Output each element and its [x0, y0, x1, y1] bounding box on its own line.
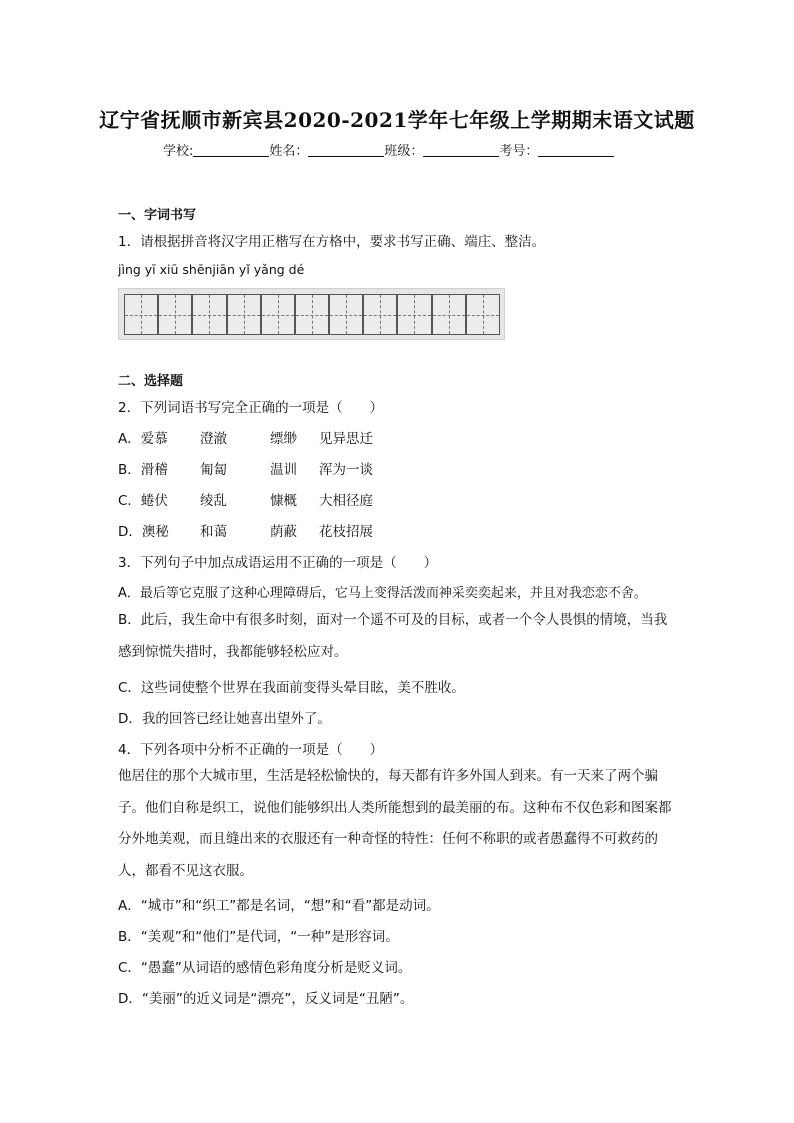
option-word: 见异思迁 — [319, 431, 373, 447]
grid-cell[interactable] — [329, 294, 363, 335]
question-2-option-c — [118, 489, 373, 509]
question-2-option-d — [118, 520, 373, 540]
option-word: 匍匐 — [200, 462, 227, 478]
option-word: 大相径庭 — [319, 493, 373, 509]
option-word: 花枝招展 — [319, 524, 373, 540]
exam-title: 辽宁省抚顺市新宾县2020-2021学年七年级上学期期末语文试题 — [99, 108, 695, 132]
grid-cell[interactable] — [261, 294, 295, 335]
question-4-option-a: A．“城市”和“织工”都是名词，“想”和“看”都是动词。 — [118, 898, 440, 914]
number-label: 考号： — [499, 144, 539, 159]
grid-cell[interactable] — [397, 294, 431, 335]
grid-cell[interactable] — [192, 294, 226, 335]
school-blank[interactable] — [193, 143, 269, 157]
school-label: 学校: — [163, 144, 194, 159]
question-4-option-c: C．“愚蠢”从词语的感情色彩角度分析是贬义词。 — [118, 960, 412, 976]
question-3-option-b: B．此后，我生命中有很多时刻，面对一个遥不可及的目标，或者一个令人畏惧的情境，当我感到惊慌失措时，我都能够轻松应对。 — [118, 612, 668, 660]
question-4-option-b: B．“美观”和“他们”是代词，“一种”是形容词。 — [118, 929, 399, 945]
section-heading-2: 二、选择题 — [118, 374, 184, 389]
option-word: D．澳秘 — [118, 524, 169, 540]
question-1-stem: 1．请根据拼音将汉字用正楷写在方格中，要求书写正确、端庄、整洁。 — [118, 234, 546, 250]
name-label: 姓名： — [269, 144, 309, 159]
option-word: B．滑稽 — [118, 462, 168, 478]
grid-cell[interactable] — [124, 294, 158, 335]
name-blank[interactable] — [308, 143, 384, 157]
question-2-option-a — [118, 427, 373, 447]
number-blank[interactable] — [538, 143, 614, 157]
class-blank[interactable] — [423, 143, 499, 157]
grid-cell[interactable] — [363, 294, 397, 335]
class-label: 班级： — [384, 144, 424, 159]
option-word: 温训 — [270, 462, 297, 478]
question-3-stem: 3．下列句子中加点成语运用不正确的一项是（ ） — [118, 555, 438, 571]
question-3-option-d: D．我的回答已经让她喜出望外了。 — [118, 711, 331, 727]
grid-cell[interactable] — [227, 294, 261, 335]
question-4-passage: 他居住的那个大城市里，生活是轻松愉快的，每天都有许多外国人到来。有一天来了两个骗子。他们自称是织工，说他们能够织出人类所能想到的最美丽的布。这种布不仅色彩和图案都分外地美观，而且缝出来的衣服还有一种奇怪的特性：任何不称职的或者愚蠢得不可救药的人，都看不见这衣服。 — [118, 768, 672, 879]
option-word: 慷概 — [270, 493, 297, 509]
question-1-pinyin: jìng yī xiū shēnjiān yǐ yǎng dé — [118, 262, 305, 277]
option-word: C．蜷伏 — [118, 493, 168, 509]
grid-cell[interactable] — [158, 294, 192, 335]
option-word: 缥缈 — [270, 431, 297, 447]
option-word: 荫蔽 — [270, 524, 297, 540]
question-4-option-d: D．“美丽”的近义词是“漂亮”，反义词是“丑陋”。 — [118, 991, 414, 1007]
grid-cell[interactable] — [295, 294, 329, 335]
question-3-option-c: C．这些词使整个世界在我面前变得头晕目眩，美不胜收。 — [118, 680, 465, 696]
question-3-option-a: A．最后等它克服了这种心理障碍后，它马上变得活泼而神采奕奕起来，并且对我恋恋不舍。 — [118, 586, 647, 601]
question-4-stem: 4．下列各项中分析不正确的一项是（ ） — [118, 742, 384, 758]
option-word: A．爱慕 — [118, 431, 168, 447]
writing-grid[interactable] — [118, 288, 505, 340]
question-2-option-b — [118, 458, 373, 478]
grid-cell[interactable] — [466, 294, 500, 335]
option-word: 澄澈 — [200, 431, 227, 447]
grid-cell[interactable] — [432, 294, 466, 335]
section-heading-1: 一、字词书写 — [118, 208, 197, 223]
option-word: 绫乱 — [200, 493, 227, 509]
question-2-stem: 2．下列词语书写完全正确的一项是（ ） — [118, 400, 384, 416]
option-word: 浑为一谈 — [319, 462, 373, 478]
student-info-line — [163, 140, 614, 159]
option-word: 和蔼 — [200, 524, 227, 540]
